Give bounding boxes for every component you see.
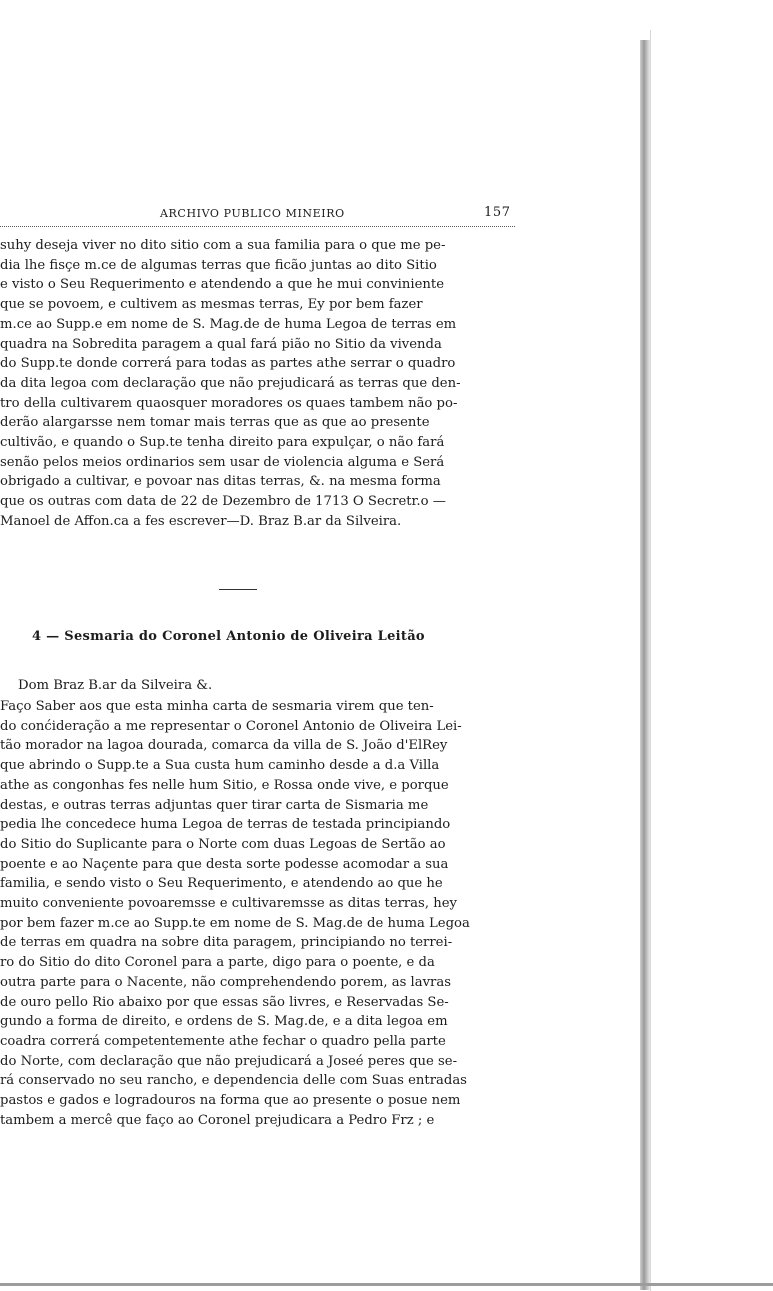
text-line: m.ce ao Supp.e em nome de S. Mag.de de huma Legoa de terras em: [0, 316, 457, 332]
text-line: Faço Saber aos que esta minha carta de sesmaria virem que ten-: [0, 699, 434, 714]
section-title: 4 — Sesmaria do Coronel Antonio de Oliveira Leitão: [32, 629, 425, 644]
text-line: athe as congonhas fes nelle hum Sitio, e Rossa onde vive, e porque: [0, 777, 449, 793]
text-line: de terras em quadra na sobre dita paragem, principiando no terrei-: [0, 935, 453, 951]
text-line: muito conveniente povoaremsse e cultivaremsse as ditas terras, hey: [0, 896, 457, 912]
paragraph-2: [0, 697, 508, 1130]
header-title: ARCHIVO PUBLICO MINEIRO: [160, 207, 345, 220]
text-line: derão alargarsse nem tomar mais terras que as que ao presente: [0, 415, 430, 431]
text-line: rá conservado no seu rancho, e dependencia delle com Suas entradas: [0, 1073, 467, 1089]
paragraph-1: [0, 236, 508, 532]
text-line: outra parte para o Nacente, não comprehendendo porem, as lavras: [0, 974, 451, 990]
text-line: pedia lhe concedece huma Legoa de terras de testada principiando: [0, 817, 451, 833]
opening-line: Dom Braz B.ar da Silveira &.: [18, 678, 213, 693]
running-header: [0, 205, 510, 223]
text-line: de ouro pello Rio abaixo por que essas são livres, e Reservadas Se-: [0, 994, 449, 1010]
text-line: suhy deseja viver no dito sitio com a sua familia para o que me pe-: [0, 238, 446, 253]
page-number: 157: [484, 205, 511, 220]
text-line: do Norte, com declaração que não prejudicará a Joseé peres que se-: [0, 1053, 458, 1069]
text-line: dia lhe fisçe m.ce de algumas terras que ficão juntas ao dito Sitio: [0, 257, 437, 273]
text-line: que os outras com data de 22 de Dezembro de 1713 O Secretr.o —: [0, 494, 446, 510]
header-rule: [0, 226, 515, 227]
text-line: pastos e gados e logradouros na forma que ao presente o posue nem: [0, 1093, 461, 1109]
text-line: tambem a mercê que faço ao Coronel prejudicara a Pedro Frz ; e: [0, 1112, 435, 1128]
text-line: tão morador na lagoa dourada, comarca da villa de S. João d'ElRey: [0, 738, 448, 754]
text-line: familia, e sendo visto o Seu Requerimento, e atendendo ao que he: [0, 876, 443, 892]
text-line: gundo a forma de direito, e ordens de S. Mag.de, e a dita legoa em: [0, 1014, 448, 1030]
page-bottom-edge: [0, 1283, 773, 1286]
text-line: ro do Sitio do dito Coronel para a parte, digo para o poente, e da: [0, 955, 435, 971]
text-line: quadra na Sobredita paragem a qual fará pião no Sitio da vivenda: [0, 336, 442, 352]
text-line: do Supp.te donde correrá para todas as partes athe serrar o quadro: [0, 356, 456, 372]
text-line: e visto o Seu Requerimento e atendendo a que he mui conviniente: [0, 277, 444, 293]
text-line: senão pelos meios ordinarios sem usar de violencia alguma e Será: [0, 454, 445, 470]
text-line: por bem fazer m.ce ao Supp.te em nome de S. Mag.de de huma Legoa: [0, 915, 470, 931]
page-edge: [650, 30, 773, 1291]
text-line: destas, e outras terras adjuntas quer tirar carta de Sismaria me: [0, 797, 429, 813]
text-line: cultivão, e quando o Sup.te tenha direito para expulçar, o não fará: [0, 435, 445, 451]
text-line: que abrindo o Supp.te a Sua custa hum caminho desde a d.a Villa: [0, 758, 440, 774]
text-line: que se povoem, e cultivem as mesmas terras, Ey por bem fazer: [0, 297, 423, 313]
text-line: coadra correrá competentemente athe fechar o quadro pella parte: [0, 1033, 446, 1049]
text-line: poente e ao Naçente para que desta sorte podesse acomodar a sua: [0, 856, 449, 872]
binding-shadow: [640, 40, 650, 1290]
text-line: tro della cultivarem quaosquer moradores os quaes tambem não po-: [0, 395, 458, 411]
text-line: do Sitio do Suplicante para o Norte com duas Legoas de Sertão ao: [0, 836, 446, 852]
text-line: do conćideração a me representar o Coronel Antonio de Oliveira Lei-: [0, 718, 462, 734]
text-line: da dita legoa com declaração que não prejudicará as terras que den-: [0, 375, 461, 391]
text-line: Manoel de Affon.ca a fes escrever—D. Braz B.ar da Silveira.: [0, 513, 402, 529]
text-line: obrigado a cultivar, e povoar nas ditas terras, &. na mesma forma: [0, 474, 441, 490]
section-divider: [219, 589, 257, 590]
